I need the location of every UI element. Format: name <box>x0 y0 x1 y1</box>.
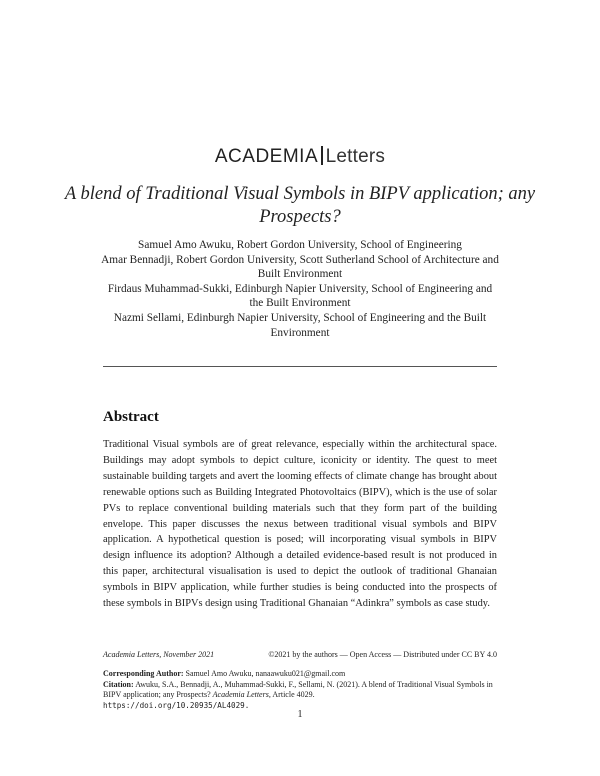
journal-series: Letters <box>325 146 386 167</box>
author-affiliation: Amar Bennadji, Robert Gordon University, Scott Sutherland School of Architecture and Built Environment <box>101 253 499 281</box>
author-list <box>100 238 500 340</box>
author-affiliation: Nazmi Sellami, Edinburgh Napier University, School of Engineering and the Built Environment <box>113 311 487 339</box>
author-affiliation: Samuel Amo Awuku, Robert Gordon University, School of Engineering <box>138 239 462 251</box>
corresponding-label: Corresponding Author: <box>103 669 184 678</box>
citation-article: , Article 4029. <box>268 690 315 700</box>
author-affiliation: Firdaus Muhammad-Sukki, Edinburgh Napier University, School of Engineering and the Built Environment <box>107 282 493 310</box>
paper-title: A blend of Traditional Visual Symbols in BIPV application; any Prospects? <box>64 184 536 227</box>
corresponding-value: Samuel Amo Awuku, nanaawuku021@gmail.com <box>185 669 346 678</box>
citation-reference: Awuku, S.A., Bennadji, A., Muhammad-Sukki, F., Sellami, N. (2021). A blend of Traditional Visual Symbols in BIPV application; any Prospects? <box>103 679 493 700</box>
citation-journal: Academia Letters <box>212 690 269 700</box>
citation-block <box>103 669 497 711</box>
journal-masthead <box>0 146 600 168</box>
doi-link[interactable]: https://doi.org/10.20935/AL4029. <box>103 700 250 710</box>
citation-text <box>103 680 497 701</box>
page-number: 1 <box>297 709 303 720</box>
citation-label: Citation: <box>103 679 134 689</box>
header-rule <box>103 366 497 367</box>
abstract-heading: Abstract <box>103 409 159 425</box>
license-notice: ©2021 by the authors — Open Access — Distributed under CC BY 4.0 <box>268 650 497 659</box>
journal-brand: ACADEMIA <box>214 146 319 167</box>
journal-date: Academia Letters, November 2021 <box>103 650 215 659</box>
masthead-divider <box>321 146 323 165</box>
corresponding-author <box>103 669 497 680</box>
abstract-body: Traditional Visual symbols are of great relevance, especially within the architectural space. Buildings may adopt symbols to depict culture, iconicity or identity. The quest to meet sustainable building targets and avert the looming effects of climate change has brought about renewable options such as Building Integrated Photovoltaics (BIPV), which is the use of solar PVs to replace conventional building materials such that they form part of the building envelope. This paper discusses the nexus between traditional visual symbols and BIPV application. A hypothetical question is posed; will incorporating visual symbols in BIPV design influence its adoption? Although a detailed evidence-based result is not produced in this paper, architectural visualisation is used to depict the outlook of traditional Ghanaian symbols in BIPV application, while further studies is being conducted into the prospects of these symbols in BIPVs design using Traditional Ghanaian “Adinkra” symbols as case study. <box>103 439 497 610</box>
